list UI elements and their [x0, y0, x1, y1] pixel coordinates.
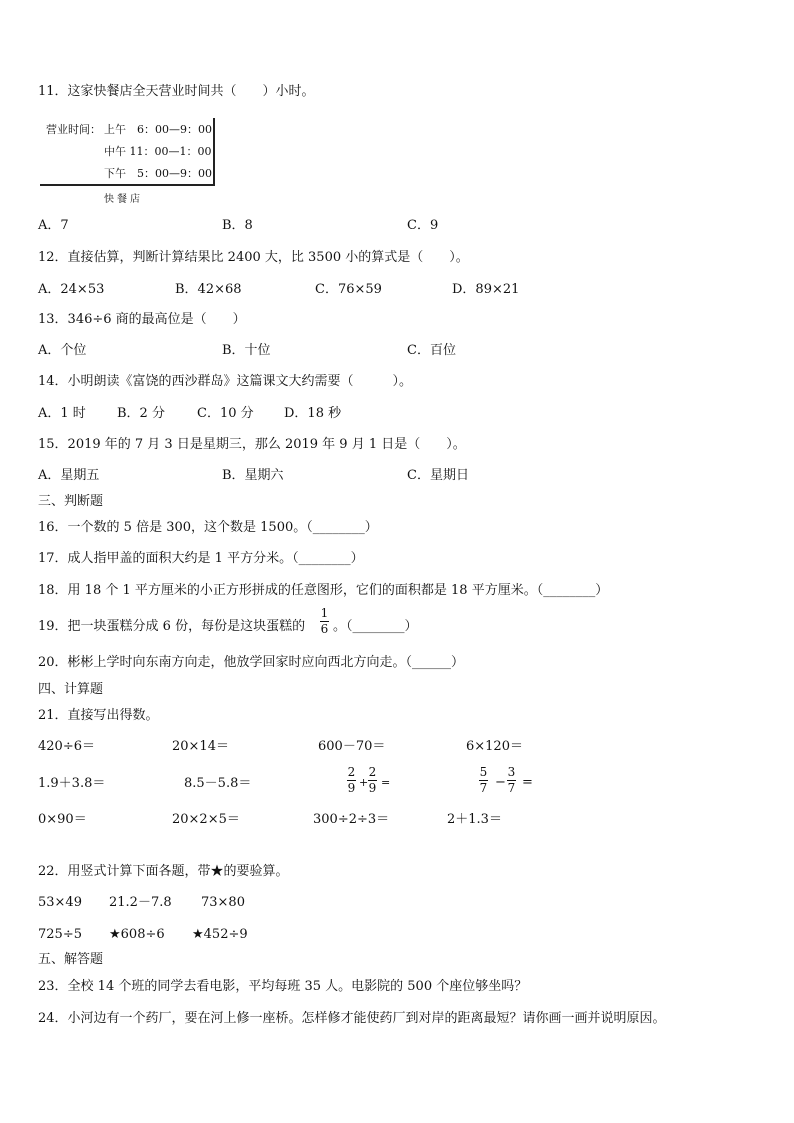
fraction-5-7	[479, 766, 488, 795]
section-5-heading: 五、解答题	[38, 952, 104, 967]
calc-item: 0×90＝	[38, 812, 87, 827]
question-13-stem: 13．346÷6 商的最高位是（ ）	[38, 312, 246, 327]
question-23: 23．全校 14 个班的同学去看电影，平均每班 35 人。电影院的 500 个座位够坐吗？	[38, 979, 528, 994]
q15-option-a: A．星期五	[38, 468, 100, 483]
calc-item: 2＋1.3＝	[447, 812, 502, 827]
plus-sign: +	[359, 776, 369, 789]
vertical-calc-item: 73×80	[201, 895, 245, 910]
schedule-row-evening: 下午 5：00—9：00	[104, 167, 212, 180]
q12-option-d: D．89×21	[452, 282, 520, 297]
fraction-numerator: 5	[479, 765, 488, 779]
q15-option-c: C．星期日	[407, 468, 469, 483]
calc-item: 1.9＋3.8＝	[38, 776, 106, 791]
question-18: 18．用 18 个 1 平方厘米的小正方形拼成的任意图形，它们的面积都是 18 平方厘米。（________）	[38, 583, 609, 598]
calc-item: 20×14＝	[172, 739, 229, 754]
fraction-denominator: 7	[507, 781, 516, 795]
calc-item: 8.5－5.8＝	[184, 776, 252, 791]
schedule-caption: 快餐店	[104, 194, 143, 205]
question-22-stem: 22．用竖式计算下面各题，带★的要验算。	[38, 864, 289, 879]
question-15-stem: 15．2019 年的 7 月 3 日是星期三，那么 2019 年 9 月 1 日是（ ）。	[38, 437, 466, 452]
question-14-stem: 14．小明朗读《富饶的西沙群岛》这篇课文大约需要（ ）。	[38, 374, 413, 389]
vertical-calc-item: ★608÷6	[109, 927, 165, 942]
schedule-row-morning: 上午 6：00—9：00	[104, 123, 212, 136]
question-17: 17．成人指甲盖的面积大约是 1 平方分米。（________）	[38, 551, 364, 566]
question-19-text: 19．把一块蛋糕分成 6 份，每份是这块蛋糕的	[38, 619, 306, 634]
fraction-numerator: 2	[368, 765, 377, 779]
q15-option-b: B．星期六	[222, 468, 284, 483]
vertical-calc-item: 21.2－7.8	[109, 895, 172, 910]
question-19-blank: 。（________）	[333, 619, 418, 634]
calc-item: 20×2×5＝	[172, 812, 240, 827]
q13-option-b: B．十位	[222, 343, 271, 358]
fraction-numerator: 3	[507, 765, 516, 779]
fraction-denominator: 9	[368, 781, 377, 795]
question-24: 24．小河边有一个药厂，要在河上修一座桥。怎样修才能使药厂到对岸的距离最短？请你画一画并说明原因。	[38, 1011, 666, 1026]
fraction-2-9-first	[347, 766, 356, 795]
q14-option-d: D．18 秒	[284, 406, 342, 421]
schedule-row-noon: 中午 11：00—1：00	[104, 145, 212, 158]
calc-item: 600－70＝	[318, 739, 386, 754]
q14-option-a: A．1 时	[38, 406, 86, 421]
fraction-numerator: 1	[320, 606, 329, 620]
question-11-stem: 11．这家快餐店全天营业时间共（ ）小时。	[38, 84, 315, 99]
question-19-fraction	[320, 607, 329, 636]
q13-option-a: A．个位	[38, 343, 87, 358]
calc-item: 300÷2÷3＝	[313, 812, 390, 827]
question-16: 16．一个数的 5 倍是 300，这个数是 1500。（________）	[38, 520, 378, 535]
q12-option-c: C．76×59	[315, 282, 382, 297]
calc-item: 6×120＝	[466, 739, 523, 754]
schedule-sign	[40, 118, 215, 186]
equals-sign: =	[522, 775, 533, 790]
fraction-2-9-second	[368, 766, 377, 795]
q13-option-c: C．百位	[407, 343, 456, 358]
q14-option-b: B．2 分	[117, 406, 165, 421]
vertical-calc-item: 725÷5	[38, 927, 82, 942]
question-20: 20．彬彬上学时向东南方向走，他放学回家时应向西北方向走。（______）	[38, 655, 465, 670]
fraction-denominator: 7	[479, 781, 488, 795]
q11-option-b: B．8	[222, 218, 253, 233]
vertical-calc-item: 53×49	[38, 895, 82, 910]
minus-sign: −	[495, 775, 506, 790]
section-4-heading: 四、计算题	[38, 682, 104, 697]
question-12-stem: 12．直接估算，判断计算结果比 2400 大，比 3500 小的算式是（ ）。	[38, 250, 469, 265]
calc-item: 420÷6＝	[38, 739, 95, 754]
fraction-denominator: 6	[320, 622, 329, 636]
question-21-stem: 21．直接写出得数。	[38, 708, 159, 723]
q11-option-c: C．9	[407, 218, 439, 233]
fraction-denominator: 9	[347, 781, 356, 795]
schedule-label: 营业时间：	[46, 123, 101, 136]
q14-option-c: C．10 分	[197, 406, 254, 421]
q12-option-b: B．42×68	[175, 282, 242, 297]
fraction-numerator: 2	[347, 765, 356, 779]
vertical-calc-item: ★452÷9	[192, 927, 248, 942]
section-3-heading: 三、判断题	[38, 494, 104, 509]
equals-sign: =	[381, 776, 391, 789]
fraction-3-7	[507, 766, 516, 795]
q11-option-a: A．7	[38, 218, 69, 233]
q12-option-a: A．24×53	[38, 282, 105, 297]
